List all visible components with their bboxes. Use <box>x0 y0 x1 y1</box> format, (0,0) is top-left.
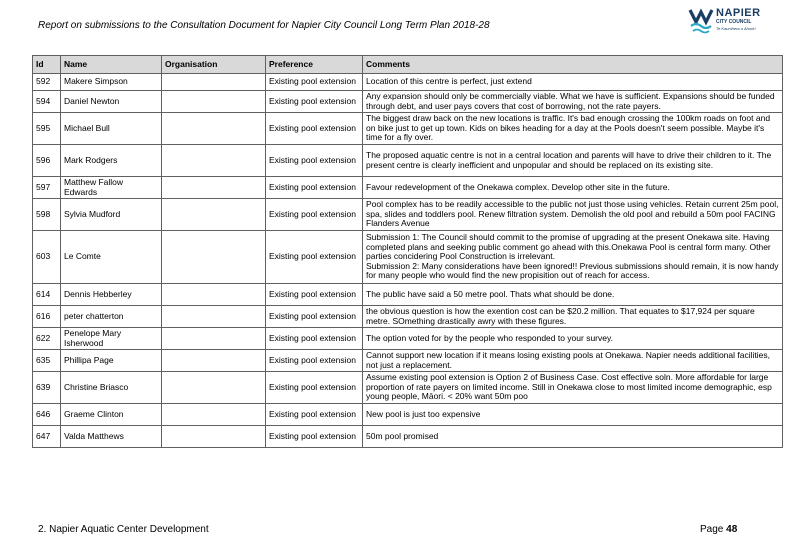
cell-preference: Existing pool extension <box>266 372 363 404</box>
cell-organisation <box>162 328 266 350</box>
table-row <box>33 426 783 448</box>
cell-preference: Existing pool extension <box>266 177 363 199</box>
table-row <box>33 231 783 284</box>
napier-city-council-logo <box>688 4 788 44</box>
cell-comments: 50m pool promised <box>363 426 783 448</box>
cell-organisation <box>162 199 266 231</box>
table-row <box>33 91 783 113</box>
cell-organisation <box>162 284 266 306</box>
cell-preference: Existing pool extension <box>266 113 363 145</box>
cell-id: 646 <box>33 404 61 426</box>
cell-id: 596 <box>33 145 61 177</box>
report-title: Report on submissions to the Consultation Document for Napier City Council Long Term Plan 2018-28 <box>38 20 490 31</box>
cell-comments: Assume existing pool extension is Option 2 of Business Case. Cost effective soln. More affordable for large proportion of rate payers on limited income. Still in Onekawa close to most limited income demographic, esp young people, Māori. < 20% want 50m poo <box>363 372 783 404</box>
table-row <box>33 177 783 199</box>
cell-id: 597 <box>33 177 61 199</box>
cell-name: Sylvia Mudford <box>61 199 162 231</box>
table-row <box>33 306 783 328</box>
cell-comments: Any expansion should only be commercially viable. What we have is sufficient. Expansions should be funded through debt, and user pays covers that cost of borrowing, not the rate payers. <box>363 91 783 113</box>
cell-preference: Existing pool extension <box>266 284 363 306</box>
cell-name: Makere Simpson <box>61 74 162 91</box>
logo-wave-icon <box>688 6 714 36</box>
cell-id: 647 <box>33 426 61 448</box>
cell-comments: Location of this centre is perfect, just extend <box>363 74 783 91</box>
column-header-preference: Preference <box>266 56 363 74</box>
table-row <box>33 404 783 426</box>
cell-id: 614 <box>33 284 61 306</box>
cell-id: 598 <box>33 199 61 231</box>
cell-comments: The option voted for by the people who responded to your survey. <box>363 328 783 350</box>
cell-name: Phillipa Page <box>61 350 162 372</box>
table-row <box>33 113 783 145</box>
table-row <box>33 145 783 177</box>
cell-name: Christine Briasco <box>61 372 162 404</box>
cell-organisation <box>162 113 266 145</box>
cell-preference: Existing pool extension <box>266 306 363 328</box>
cell-id: 639 <box>33 372 61 404</box>
cell-comments: Favour redevelopment of the Onekawa complex. Develop other site in the future. <box>363 177 783 199</box>
cell-preference: Existing pool extension <box>266 91 363 113</box>
table-row <box>33 199 783 231</box>
cell-preference: Existing pool extension <box>266 145 363 177</box>
cell-preference: Existing pool extension <box>266 231 363 284</box>
page-number: 48 <box>726 524 738 535</box>
cell-comments: Pool complex has to be readily accessible to the public not just those using vehicles. Retain current 25m pool, spa, slides and toddlers pool. Renew filtration system. Demolish the old pool and rebuild a 50m pool FACING Flanders Avenue <box>363 199 783 231</box>
cell-name: Graeme Clinton <box>61 404 162 426</box>
cell-id: 592 <box>33 74 61 91</box>
cell-organisation <box>162 306 266 328</box>
cell-organisation <box>162 372 266 404</box>
cell-id: 635 <box>33 350 61 372</box>
cell-name: Valda Matthews <box>61 426 162 448</box>
cell-id: 616 <box>33 306 61 328</box>
cell-id: 622 <box>33 328 61 350</box>
table-row <box>33 372 783 404</box>
cell-name: Matthew Fallow Edwards <box>61 177 162 199</box>
cell-comments: Submission 1: The Council should commit to the promise of upgrading at the present Onekawa site. Having completed plans and seeking public comment go ahead with this.Onekawa Pool is central form many. Other parties concidering Pool Construction is irrelevant. Submission 2: Many considerations have been ignored!! Previous submissions should remain, it is now handy for many people who would find the new propisition out of reach for access. <box>363 231 783 284</box>
cell-preference: Existing pool extension <box>266 74 363 91</box>
table-header-row <box>33 56 783 74</box>
table-row <box>33 350 783 372</box>
cell-preference: Existing pool extension <box>266 426 363 448</box>
cell-preference: Existing pool extension <box>266 404 363 426</box>
column-header-id: Id <box>33 56 61 74</box>
footer-page <box>700 524 737 535</box>
cell-preference: Existing pool extension <box>266 199 363 231</box>
cell-name: Daniel Newton <box>61 91 162 113</box>
cell-comments: The biggest draw back on the new locations is traffic. It's bad enough crossing the 100km roads on foot and on bike just to get up town. Kids on bikes heading for a day at the Pools doesn't seem possible. Maybe it's time for a fly over. <box>363 113 783 145</box>
cell-id: 603 <box>33 231 61 284</box>
cell-organisation <box>162 231 266 284</box>
logo-name: NAPIER <box>716 7 761 19</box>
page-label: Page <box>700 524 724 535</box>
table-row <box>33 74 783 91</box>
cell-organisation <box>162 91 266 113</box>
logo-tagline: Te Kaunihera o Ahuriri <box>716 26 756 31</box>
cell-comments: The proposed aquatic centre is not in a central location and parents will have to drive their children to it. The present centre is clearly inefficient and unpopular and should be replaced on its existing site. <box>363 145 783 177</box>
cell-preference: Existing pool extension <box>266 328 363 350</box>
cell-name: Mark Rodgers <box>61 145 162 177</box>
cell-name: peter chatterton <box>61 306 162 328</box>
cell-id: 595 <box>33 113 61 145</box>
logo-subtitle: CITY COUNCIL <box>716 19 752 25</box>
cell-organisation <box>162 145 266 177</box>
table-row <box>33 328 783 350</box>
column-header-name: Name <box>61 56 162 74</box>
cell-name: Michael Bull <box>61 113 162 145</box>
cell-organisation <box>162 404 266 426</box>
cell-organisation <box>162 350 266 372</box>
cell-comments: the obvious question is how the exention cost can be $20.2 million. That equates to $17,924 per square metre. SOmething drastically awry with these figures. <box>363 306 783 328</box>
submissions-table <box>32 55 783 448</box>
footer-section: 2. Napier Aquatic Center Development <box>38 524 209 535</box>
column-header-comments: Comments <box>363 56 783 74</box>
cell-organisation <box>162 177 266 199</box>
cell-organisation <box>162 426 266 448</box>
table-row <box>33 284 783 306</box>
cell-name: Penelope Mary Isherwood <box>61 328 162 350</box>
cell-comments: New pool is just too expensive <box>363 404 783 426</box>
column-header-organisation: Organisation <box>162 56 266 74</box>
cell-id: 594 <box>33 91 61 113</box>
cell-name: Dennis Hebberley <box>61 284 162 306</box>
cell-name: Le Comte <box>61 231 162 284</box>
cell-organisation <box>162 74 266 91</box>
cell-comments: The public have said a 50 metre pool. Thats what should be done. <box>363 284 783 306</box>
cell-comments: Cannot support new location if it means losing existing pools at Onekawa. Napier needs additional facilities, not just a replacement. <box>363 350 783 372</box>
cell-preference: Existing pool extension <box>266 350 363 372</box>
